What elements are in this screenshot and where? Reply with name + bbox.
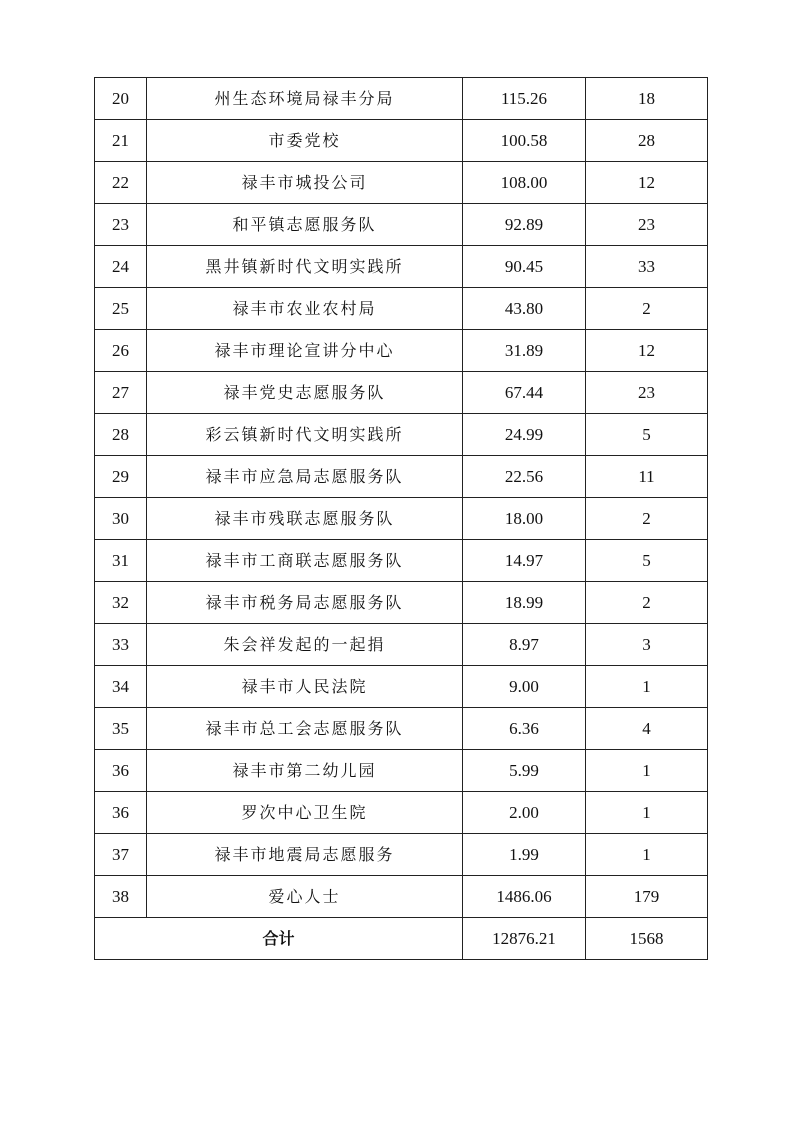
total-row	[95, 918, 708, 960]
row-count: 23	[586, 204, 708, 246]
table-row	[95, 876, 708, 918]
row-number: 36	[95, 792, 147, 834]
row-count: 33	[586, 246, 708, 288]
row-count: 2	[586, 582, 708, 624]
row-name: 禄丰市农业农村局	[147, 288, 463, 330]
table-row	[95, 792, 708, 834]
row-name: 禄丰市税务局志愿服务队	[147, 582, 463, 624]
row-number: 20	[95, 78, 147, 120]
row-name: 禄丰市第二幼儿园	[147, 750, 463, 792]
row-amount: 1486.06	[463, 876, 586, 918]
row-amount: 1.99	[463, 834, 586, 876]
table-row	[95, 162, 708, 204]
row-count: 3	[586, 624, 708, 666]
row-name: 和平镇志愿服务队	[147, 204, 463, 246]
row-number: 27	[95, 372, 147, 414]
row-name: 禄丰市应急局志愿服务队	[147, 456, 463, 498]
row-name: 州生态环境局禄丰分局	[147, 78, 463, 120]
row-number: 28	[95, 414, 147, 456]
row-name: 朱会祥发起的一起捐	[147, 624, 463, 666]
row-amount: 115.26	[463, 78, 586, 120]
row-name: 禄丰市残联志愿服务队	[147, 498, 463, 540]
table-row	[95, 708, 708, 750]
row-amount: 92.89	[463, 204, 586, 246]
row-amount: 6.36	[463, 708, 586, 750]
row-number: 23	[95, 204, 147, 246]
row-name: 彩云镇新时代文明实践所	[147, 414, 463, 456]
row-count: 5	[586, 414, 708, 456]
row-number: 24	[95, 246, 147, 288]
table-row	[95, 204, 708, 246]
table-row	[95, 372, 708, 414]
total-count: 1568	[586, 918, 708, 960]
table-body	[95, 78, 708, 918]
row-number: 32	[95, 582, 147, 624]
row-name: 市委党校	[147, 120, 463, 162]
row-name: 禄丰市理论宣讲分中心	[147, 330, 463, 372]
row-number: 29	[95, 456, 147, 498]
row-amount: 14.97	[463, 540, 586, 582]
row-amount: 8.97	[463, 624, 586, 666]
row-name: 禄丰市城投公司	[147, 162, 463, 204]
row-number: 37	[95, 834, 147, 876]
row-count: 18	[586, 78, 708, 120]
row-count: 2	[586, 498, 708, 540]
row-amount: 90.45	[463, 246, 586, 288]
row-amount: 18.99	[463, 582, 586, 624]
row-name: 黑井镇新时代文明实践所	[147, 246, 463, 288]
row-amount: 18.00	[463, 498, 586, 540]
row-number: 35	[95, 708, 147, 750]
table-row	[95, 624, 708, 666]
row-count: 23	[586, 372, 708, 414]
row-count: 11	[586, 456, 708, 498]
row-number: 36	[95, 750, 147, 792]
row-amount: 22.56	[463, 456, 586, 498]
table-row	[95, 288, 708, 330]
table-row	[95, 120, 708, 162]
row-number: 33	[95, 624, 147, 666]
row-count: 179	[586, 876, 708, 918]
row-count: 12	[586, 330, 708, 372]
row-amount: 108.00	[463, 162, 586, 204]
row-number: 25	[95, 288, 147, 330]
row-amount: 9.00	[463, 666, 586, 708]
row-number: 26	[95, 330, 147, 372]
table-row	[95, 750, 708, 792]
row-number: 21	[95, 120, 147, 162]
table-row	[95, 330, 708, 372]
row-name: 罗次中心卫生院	[147, 792, 463, 834]
row-number: 38	[95, 876, 147, 918]
row-name: 禄丰市地震局志愿服务	[147, 834, 463, 876]
row-count: 1	[586, 792, 708, 834]
row-count: 12	[586, 162, 708, 204]
table-row	[95, 834, 708, 876]
table-row	[95, 498, 708, 540]
row-count: 28	[586, 120, 708, 162]
row-name: 禄丰市总工会志愿服务队	[147, 708, 463, 750]
row-amount: 24.99	[463, 414, 586, 456]
row-name: 爱心人士	[147, 876, 463, 918]
row-amount: 100.58	[463, 120, 586, 162]
table-row	[95, 246, 708, 288]
row-count: 2	[586, 288, 708, 330]
row-number: 22	[95, 162, 147, 204]
table-row	[95, 414, 708, 456]
row-amount: 31.89	[463, 330, 586, 372]
row-number: 30	[95, 498, 147, 540]
row-count: 1	[586, 750, 708, 792]
table-row	[95, 666, 708, 708]
row-amount: 5.99	[463, 750, 586, 792]
table-row	[95, 456, 708, 498]
row-name: 禄丰党史志愿服务队	[147, 372, 463, 414]
row-amount: 2.00	[463, 792, 586, 834]
row-amount: 43.80	[463, 288, 586, 330]
row-number: 31	[95, 540, 147, 582]
row-number: 34	[95, 666, 147, 708]
table-row	[95, 582, 708, 624]
row-count: 1	[586, 666, 708, 708]
row-count: 5	[586, 540, 708, 582]
row-count: 1	[586, 834, 708, 876]
table-row	[95, 540, 708, 582]
donation-table	[94, 77, 708, 960]
row-name: 禄丰市人民法院	[147, 666, 463, 708]
total-label: 合计	[95, 918, 463, 960]
row-amount: 67.44	[463, 372, 586, 414]
total-amount: 12876.21	[463, 918, 586, 960]
table-row	[95, 78, 708, 120]
row-count: 4	[586, 708, 708, 750]
row-name: 禄丰市工商联志愿服务队	[147, 540, 463, 582]
